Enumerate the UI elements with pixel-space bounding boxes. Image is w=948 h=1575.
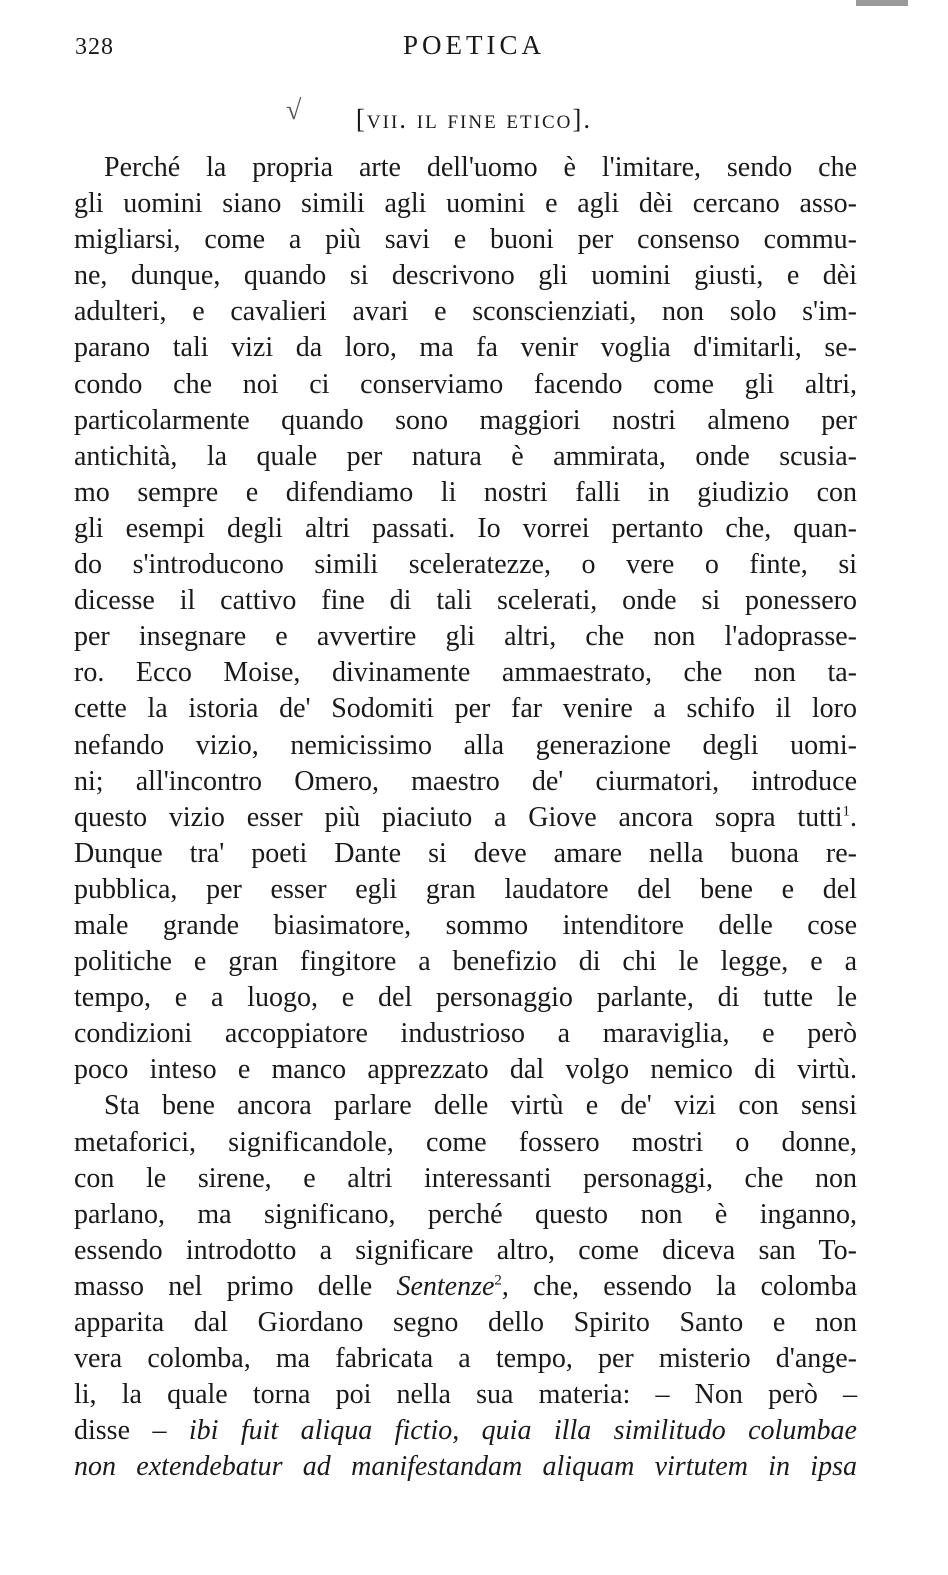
text-line: apparita dal Giordano segno dello Spirito Santo e non xyxy=(74,1307,857,1338)
line-text: questo vizio esser più piaciuto a Giove ancora sopra tutti xyxy=(74,801,843,833)
text-line: Sta bene ancora parlare delle virtù e de' vizi con sensi xyxy=(104,1090,857,1122)
text-line: politiche e gran fingitore a benefizio di chi le legge, e a xyxy=(74,946,857,978)
line-text: , che, essendo la colomba xyxy=(501,1270,857,1302)
text-line: condizioni accoppiatore industrioso a maraviglia, e però xyxy=(74,1018,857,1050)
running-head: POETICA xyxy=(403,30,545,60)
text-line-latin-1 xyxy=(74,1413,857,1449)
text-line: poco inteso e manco apprezzato dal volgo nemico di virtù. xyxy=(74,1054,857,1086)
page-number: 328 xyxy=(75,34,114,60)
text-line-latin-2 xyxy=(74,1449,857,1485)
text-line: male grande biasimatore, sommo intenditore delle cose xyxy=(74,909,857,941)
text-line: pubblica, per esser egli gran laudatore del bene e del xyxy=(74,873,857,905)
footnote-ref: 1 xyxy=(842,803,850,820)
text-line: adulteri, e cavalieri avari e sconscienziati, non solo s'im- xyxy=(74,296,857,328)
text-line: gli esempi degli altri passati. Io vorrei pertanto che, quan- xyxy=(74,512,857,544)
line-italic: ibi fuit aliqua fictio, quia illa similitudo columbae xyxy=(188,1415,857,1447)
text-line: condo che noi ci conserviamo facendo come gli altri, xyxy=(74,368,857,400)
text-line: vera colomba, ma fabricata a tempo, per misterio d'ange- xyxy=(74,1343,857,1375)
footnote-ref: 2 xyxy=(494,1272,502,1289)
text-line: do s'introducono simili sceleratezze, o vere o finte, si xyxy=(74,549,857,581)
section-heading xyxy=(0,104,948,135)
text-line: dicesse il cattivo fine di tali scelerati, onde si ponessero xyxy=(74,585,857,617)
line-text: disse – xyxy=(74,1415,189,1447)
text-line: gli uomini siano simili agli uomini e agli dèi cercano asso- xyxy=(74,188,857,220)
body-text xyxy=(74,150,857,1485)
text-line: li, la quale torna poi nella sua materia: – Non però – xyxy=(74,1379,857,1411)
line-italic: non extendebatur ad manifestandam aliquam virtutem in ipsa xyxy=(74,1451,857,1483)
text-line: particolarmente quando sono maggiori nostri almeno per xyxy=(74,404,857,436)
text-line: ro. Ecco Moise, divinamente ammaestrato, che non ta- xyxy=(74,657,857,689)
heading-title: vii. il fine etico xyxy=(366,104,573,134)
heading-close-bracket: ]. xyxy=(572,104,593,134)
text-line: ni; all'incontro Omero, maestro de' ciurmatori, introduce xyxy=(74,765,857,797)
pencil-check-mark: √ xyxy=(286,95,302,126)
text-line: ne, dunque, quando si descrivono gli uomini giusti, e dèi xyxy=(74,260,857,292)
text-line: nefando vizio, nemicissimo alla generazione degli uomi- xyxy=(74,729,857,761)
text-line: cette la istoria de' Sodomiti per far venire a schifo il loro xyxy=(74,693,857,725)
heading-open-bracket: [ xyxy=(355,104,367,134)
line-text: masso nel primo delle xyxy=(74,1270,397,1302)
text-line: per insegnare e avvertire gli altri, che non l'adoprasse- xyxy=(74,621,857,653)
text-line: migliarsi, come a più savi e buoni per consenso commu- xyxy=(74,224,857,256)
text-line: antichità, la quale per natura è ammirata, onde scusia- xyxy=(74,440,857,472)
scan-corner-mark xyxy=(856,0,908,6)
text-line-footnote-2 xyxy=(74,1269,857,1305)
text-line: Perché la propria arte dell'uomo è l'imitare, sendo che xyxy=(104,152,857,183)
text-line-footnote-1 xyxy=(74,800,857,836)
line-text: . xyxy=(850,801,857,833)
line-italic: Sentenze xyxy=(396,1270,495,1302)
text-line: parano tali vizi da loro, ma fa venir voglia d'imitarli, se- xyxy=(74,332,857,364)
text-line: con le sirene, e altri interessanti personaggi, che non xyxy=(74,1162,857,1194)
text-line: mo sempre e difendiamo li nostri falli in giudizio con xyxy=(74,476,857,508)
text-line: parlano, ma significano, perché questo non è inganno, xyxy=(74,1198,857,1230)
text-line: tempo, e a luogo, e del personaggio parlante, di tutte le xyxy=(74,982,857,1014)
text-line: essendo introdotto a significare altro, come diceva san To- xyxy=(74,1234,857,1266)
text-line: metaforici, significandole, come fossero mostri o donne, xyxy=(74,1126,857,1158)
text-line: Dunque tra' poeti Dante si deve amare nella buona re- xyxy=(74,837,857,869)
